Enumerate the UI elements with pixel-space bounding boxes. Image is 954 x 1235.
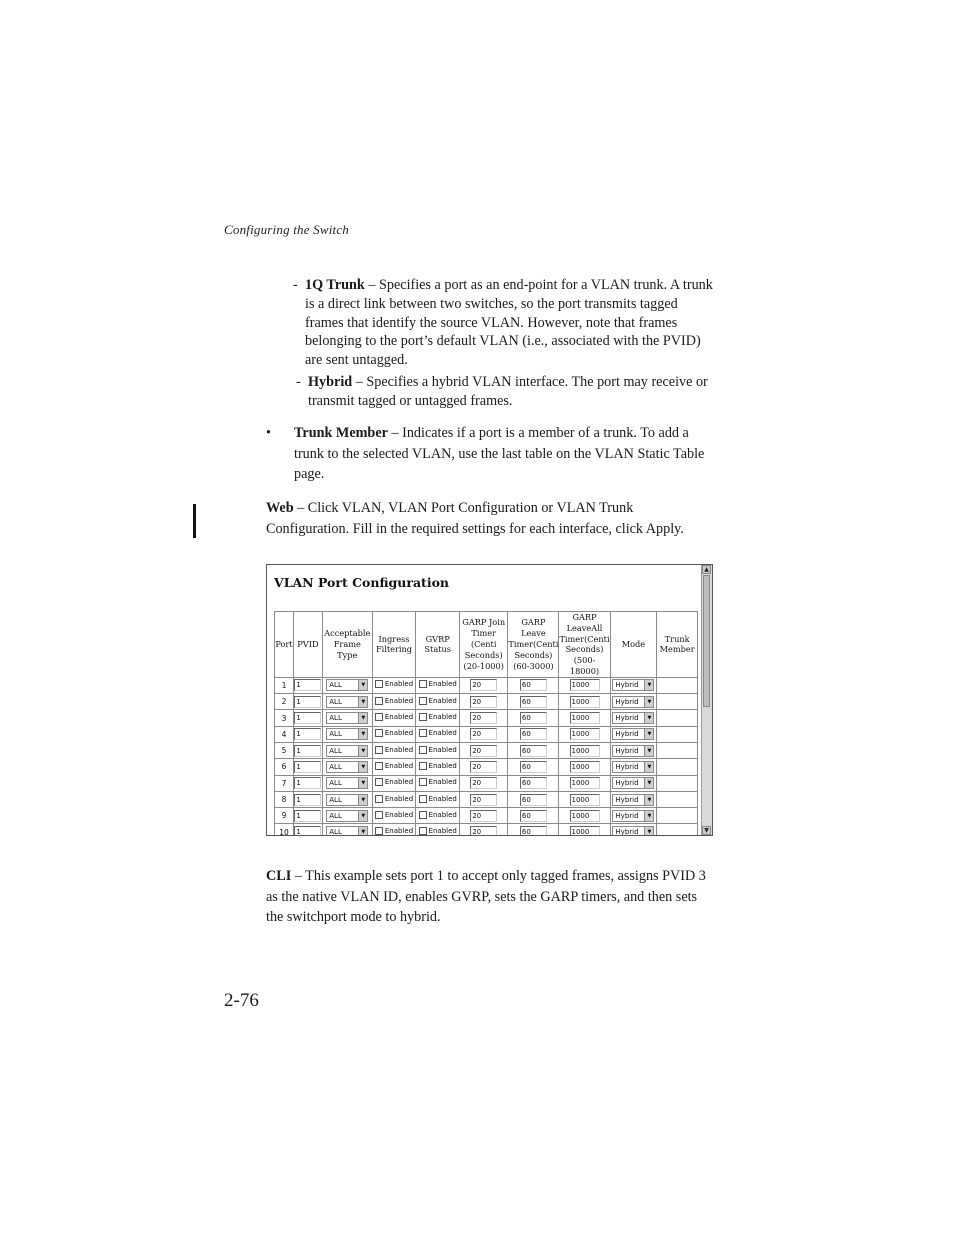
mode-select[interactable] xyxy=(612,728,654,740)
port-number: 3 xyxy=(275,710,294,726)
gvrp-checkbox[interactable] xyxy=(419,795,457,803)
garp-leave-input[interactable]: 60 xyxy=(520,679,547,691)
chevron-down-icon: ▼ xyxy=(644,762,653,772)
running-head: Configuring the Switch xyxy=(224,222,350,237)
checkbox-label: Enabled xyxy=(384,745,414,754)
cli-paragraph xyxy=(266,866,716,928)
frame-type-value: ALL xyxy=(329,730,342,739)
garp-leave-input[interactable]: 60 xyxy=(520,794,547,806)
frame-type-value: ALL xyxy=(329,697,342,706)
chevron-down-icon: ▼ xyxy=(644,680,653,690)
col-garp-leave: GARP Leave Timer(Centi Seconds) (60-3000) xyxy=(508,612,559,678)
checkbox-label: Enabled xyxy=(428,827,457,836)
cli-term: CLI xyxy=(266,868,292,884)
garp-leave-input[interactable]: 60 xyxy=(520,745,547,757)
trunk-member-term: Trunk Member xyxy=(294,425,388,441)
checkbox-icon xyxy=(375,713,383,721)
pvid-input[interactable]: 1 xyxy=(294,728,321,740)
cli-description: – This example sets port 1 to accept only tagged frames, assigns PVID 3 as the native VLAN ID, enables GVRP, sets the GARP timers, and then sets the switchport mode to hybrid. xyxy=(266,868,706,926)
frame-type-value: ALL xyxy=(329,779,342,788)
garp-join-input[interactable]: 20 xyxy=(470,810,497,822)
table-row xyxy=(275,824,698,836)
checkbox-icon xyxy=(419,811,427,819)
gvrp-checkbox[interactable] xyxy=(419,729,457,737)
mode-select[interactable] xyxy=(612,696,654,708)
checkbox-label: Enabled xyxy=(428,696,457,705)
garp-join-input[interactable]: 20 xyxy=(470,696,497,708)
checkbox-label: Enabled xyxy=(384,761,414,770)
web-term: Web xyxy=(266,500,294,516)
trunk-member-cell xyxy=(657,694,698,710)
chevron-down-icon: ▼ xyxy=(644,827,653,836)
hybrid-description: – Specifies a hybrid VLAN interface. The port may receive or transmit tagged or untagged frames. xyxy=(308,374,708,409)
chevron-down-icon: ▼ xyxy=(358,729,367,739)
table-row xyxy=(275,791,698,807)
gvrp-checkbox[interactable] xyxy=(419,811,457,819)
port-number: 1 xyxy=(275,677,294,693)
pvid-input[interactable]: 1 xyxy=(294,712,321,724)
checkbox-icon xyxy=(419,746,427,754)
frame-type-select[interactable] xyxy=(326,696,368,708)
checkbox-icon xyxy=(419,729,427,737)
garp-leaveall-input[interactable]: 1000 xyxy=(570,761,600,773)
chevron-down-icon: ▼ xyxy=(358,778,367,788)
mode-select[interactable] xyxy=(612,679,654,691)
trunk-member-cell xyxy=(657,677,698,693)
checkbox-icon xyxy=(375,762,383,770)
mode-value: Hybrid xyxy=(615,795,639,804)
garp-leave-input[interactable]: 60 xyxy=(520,826,547,836)
gvrp-checkbox[interactable] xyxy=(419,778,457,786)
trunk-member-cell xyxy=(657,759,698,775)
frame-type-select[interactable] xyxy=(326,777,368,789)
col-port: Port xyxy=(275,612,294,678)
chevron-down-icon: ▼ xyxy=(358,697,367,707)
dash-marker: - xyxy=(293,277,298,293)
mode-select[interactable] xyxy=(612,745,654,757)
col-garp-join: GARP Join Timer (Centi Seconds) (20-1000) xyxy=(460,612,508,678)
bullet-marker: • xyxy=(266,425,271,441)
gvrp-checkbox[interactable] xyxy=(419,680,457,688)
mode-select[interactable] xyxy=(612,761,654,773)
garp-leaveall-input[interactable]: 1000 xyxy=(570,696,600,708)
ingress-checkbox[interactable] xyxy=(375,680,413,688)
garp-leave-input[interactable]: 60 xyxy=(520,696,547,708)
mode-value: Hybrid xyxy=(615,779,639,788)
table-row xyxy=(275,726,698,742)
chevron-down-icon: ▼ xyxy=(644,811,653,821)
checkbox-label: Enabled xyxy=(384,729,414,738)
frame-type-select[interactable] xyxy=(326,679,368,691)
checkbox-icon xyxy=(375,729,383,737)
frame-type-value: ALL xyxy=(329,811,342,820)
port-number: 10 xyxy=(275,824,294,836)
chevron-down-icon: ▼ xyxy=(358,827,367,836)
garp-join-input[interactable]: 20 xyxy=(470,712,497,724)
garp-leave-input[interactable]: 60 xyxy=(520,777,547,789)
frame-type-value: ALL xyxy=(329,795,342,804)
frame-type-value: ALL xyxy=(329,828,342,836)
frame-type-select[interactable] xyxy=(326,810,368,822)
gvrp-checkbox[interactable] xyxy=(419,762,457,770)
pvid-input[interactable]: 1 xyxy=(294,745,321,757)
table-row xyxy=(275,710,698,726)
table-row xyxy=(275,677,698,693)
mode-value: Hybrid xyxy=(615,811,639,820)
garp-leave-input[interactable]: 60 xyxy=(520,810,547,822)
checkbox-label: Enabled xyxy=(428,729,457,738)
garp-join-input[interactable]: 20 xyxy=(470,826,497,836)
pvid-input[interactable]: 1 xyxy=(294,794,321,806)
pvid-input[interactable]: 1 xyxy=(294,696,321,708)
checkbox-label: Enabled xyxy=(384,827,414,836)
chevron-down-icon: ▼ xyxy=(644,729,653,739)
checkbox-icon xyxy=(419,697,427,705)
checkbox-icon xyxy=(375,811,383,819)
pvid-input[interactable]: 1 xyxy=(294,777,321,789)
scroll-up-arrow-icon[interactable]: ▲ xyxy=(702,565,711,574)
checkbox-label: Enabled xyxy=(428,761,457,770)
mode-select[interactable] xyxy=(612,794,654,806)
col-gvrp: GVRP Status xyxy=(416,612,460,678)
frame-type-value: ALL xyxy=(329,762,342,771)
chevron-down-icon: ▼ xyxy=(644,713,653,723)
trunk-member-description: – Indicates if a port is a member of a trunk. To add a trunk to the selected VLAN, use the last table on the VLAN Static Table page. xyxy=(294,425,705,483)
frame-type-select[interactable] xyxy=(326,745,368,757)
trunk-member-cell xyxy=(657,710,698,726)
garp-leaveall-input[interactable]: 1000 xyxy=(570,826,600,836)
checkbox-icon xyxy=(419,713,427,721)
trunk-member-cell xyxy=(657,726,698,742)
garp-leaveall-input[interactable]: 1000 xyxy=(570,810,600,822)
mode-select[interactable] xyxy=(612,826,654,836)
frame-type-select[interactable] xyxy=(326,826,368,836)
mode-value: Hybrid xyxy=(615,681,639,690)
garp-join-input[interactable]: 20 xyxy=(470,761,497,773)
frame-type-select[interactable] xyxy=(326,712,368,724)
checkbox-icon xyxy=(375,795,383,803)
trunk-member-cell xyxy=(657,791,698,807)
col-frame-type: Acceptable Frame Type xyxy=(322,612,372,678)
chevron-down-icon: ▼ xyxy=(644,746,653,756)
table-row xyxy=(275,694,698,710)
garp-leaveall-input[interactable]: 1000 xyxy=(570,745,600,757)
frame-type-select[interactable] xyxy=(326,761,368,773)
garp-leaveall-input[interactable]: 1000 xyxy=(570,679,600,691)
mode-select[interactable] xyxy=(612,777,654,789)
checkbox-label: Enabled xyxy=(428,713,457,722)
frame-type-value: ALL xyxy=(329,746,342,755)
garp-join-input[interactable]: 20 xyxy=(470,679,497,691)
chevron-down-icon: ▼ xyxy=(644,697,653,707)
chevron-down-icon: ▼ xyxy=(358,713,367,723)
checkbox-icon xyxy=(419,778,427,786)
chevron-down-icon: ▼ xyxy=(358,746,367,756)
chevron-down-icon: ▼ xyxy=(358,795,367,805)
port-number: 6 xyxy=(275,759,294,775)
port-number: 8 xyxy=(275,791,294,807)
chevron-down-icon: ▼ xyxy=(644,795,653,805)
vlan-port-config-screenshot xyxy=(266,564,713,836)
col-pvid: PVID xyxy=(293,612,322,678)
port-number: 9 xyxy=(275,808,294,824)
chevron-down-icon: ▼ xyxy=(358,811,367,821)
checkbox-label: Enabled xyxy=(428,794,457,803)
col-ingress: Ingress Filtering xyxy=(372,612,416,678)
vertical-scrollbar[interactable] xyxy=(701,565,712,835)
mode-value: Hybrid xyxy=(615,746,639,755)
mode-select[interactable] xyxy=(612,810,654,822)
gvrp-checkbox[interactable] xyxy=(419,713,457,721)
checkbox-label: Enabled xyxy=(384,680,414,689)
checkbox-label: Enabled xyxy=(428,680,457,689)
page-number: 2-76 xyxy=(224,990,259,1011)
frame-type-select[interactable] xyxy=(326,728,368,740)
chevron-down-icon: ▼ xyxy=(358,762,367,772)
col-garp-leaveall: GARP LeaveAll Timer(Centi Seconds) (500-18000) xyxy=(559,612,610,676)
ingress-checkbox[interactable] xyxy=(375,795,413,803)
garp-leaveall-input[interactable]: 1000 xyxy=(570,728,600,740)
mode-value: Hybrid xyxy=(615,762,639,771)
checkbox-icon xyxy=(375,697,383,705)
chevron-down-icon: ▼ xyxy=(644,778,653,788)
garp-leaveall-input[interactable]: 1000 xyxy=(570,777,600,789)
ingress-checkbox[interactable] xyxy=(375,713,413,721)
gvrp-checkbox[interactable] xyxy=(419,746,457,754)
ingress-checkbox[interactable] xyxy=(375,729,413,737)
checkbox-icon xyxy=(419,680,427,688)
mode-value: Hybrid xyxy=(615,714,639,723)
garp-leave-input[interactable]: 60 xyxy=(520,761,547,773)
trunk-mode-item xyxy=(293,276,717,370)
checkbox-icon xyxy=(419,762,427,770)
ingress-checkbox[interactable] xyxy=(375,778,413,786)
port-number: 7 xyxy=(275,775,294,791)
ingress-checkbox[interactable] xyxy=(375,697,413,705)
ingress-checkbox[interactable] xyxy=(375,827,413,835)
table-row xyxy=(275,742,698,758)
trunk-member-cell xyxy=(657,775,698,791)
pvid-input[interactable]: 1 xyxy=(294,679,321,691)
checkbox-icon xyxy=(375,778,383,786)
vlan-port-table xyxy=(274,611,698,836)
garp-leave-input[interactable]: 60 xyxy=(520,728,547,740)
trunk-description: – Specifies a port as an end-point for a VLAN trunk. A trunk is a direct link between two switches, so the port transmits tagged frames that identify the source VLAN. However, note that frames belonging to the port’s default VLAN (i.e., associated with the PVID) are sent untagged. xyxy=(305,277,713,369)
checkbox-label: Enabled xyxy=(428,810,457,819)
change-bar xyxy=(193,504,196,538)
port-number: 5 xyxy=(275,742,294,758)
col-mode: Mode xyxy=(610,612,657,678)
port-number: 2 xyxy=(275,694,294,710)
checkbox-label: Enabled xyxy=(384,794,414,803)
scroll-thumb[interactable] xyxy=(703,575,710,707)
trunk-member-item xyxy=(266,423,719,485)
web-paragraph xyxy=(266,498,716,539)
web-description: – Click VLAN, VLAN Port Configuration or VLAN Trunk Configuration. Fill in the required settings for each interface, click Apply. xyxy=(266,500,684,537)
checkbox-icon xyxy=(375,827,383,835)
screenshot-title: VLAN Port Configuration xyxy=(274,575,449,590)
frame-type-value: ALL xyxy=(329,681,342,690)
pvid-input[interactable]: 1 xyxy=(294,810,321,822)
table-row xyxy=(275,759,698,775)
table-row xyxy=(275,808,698,824)
hybrid-mode-item xyxy=(296,373,720,411)
table-header-row xyxy=(275,612,698,678)
garp-join-input[interactable]: 20 xyxy=(470,794,497,806)
mode-value: Hybrid xyxy=(615,828,639,836)
frame-type-value: ALL xyxy=(329,714,342,723)
pvid-input[interactable]: 1 xyxy=(294,761,321,773)
port-number: 4 xyxy=(275,726,294,742)
trunk-member-cell xyxy=(657,808,698,824)
chevron-down-icon: ▼ xyxy=(358,680,367,690)
dash-marker: - xyxy=(296,374,301,390)
checkbox-icon xyxy=(419,795,427,803)
ingress-checkbox[interactable] xyxy=(375,811,413,819)
checkbox-label: Enabled xyxy=(384,778,414,787)
checkbox-label: Enabled xyxy=(428,745,457,754)
checkbox-icon xyxy=(375,746,383,754)
garp-join-input[interactable]: 20 xyxy=(470,745,497,757)
checkbox-label: Enabled xyxy=(384,696,414,705)
ingress-checkbox[interactable] xyxy=(375,762,413,770)
garp-join-input[interactable]: 20 xyxy=(470,728,497,740)
checkbox-label: Enabled xyxy=(384,713,414,722)
table-row xyxy=(275,775,698,791)
ingress-checkbox[interactable] xyxy=(375,746,413,754)
mode-select[interactable] xyxy=(612,712,654,724)
checkbox-icon xyxy=(419,827,427,835)
trunk-term: 1Q Trunk xyxy=(305,277,365,293)
trunk-member-cell xyxy=(657,742,698,758)
checkbox-icon xyxy=(375,680,383,688)
hybrid-term: Hybrid xyxy=(308,374,353,390)
gvrp-checkbox[interactable] xyxy=(419,697,457,705)
col-trunk-member: Trunk Member xyxy=(657,612,698,678)
garp-leaveall-input[interactable]: 1000 xyxy=(570,794,600,806)
mode-value: Hybrid xyxy=(615,697,639,706)
garp-leaveall-input[interactable]: 1000 xyxy=(570,712,600,724)
gvrp-checkbox[interactable] xyxy=(419,827,457,835)
trunk-member-cell xyxy=(657,824,698,836)
checkbox-label: Enabled xyxy=(428,778,457,787)
frame-type-select[interactable] xyxy=(326,794,368,806)
garp-join-input[interactable]: 20 xyxy=(470,777,497,789)
scroll-down-arrow-icon[interactable]: ▼ xyxy=(702,826,711,835)
checkbox-label: Enabled xyxy=(384,810,414,819)
pvid-input[interactable]: 1 xyxy=(294,826,321,836)
garp-leave-input[interactable]: 60 xyxy=(520,712,547,724)
mode-value: Hybrid xyxy=(615,730,639,739)
